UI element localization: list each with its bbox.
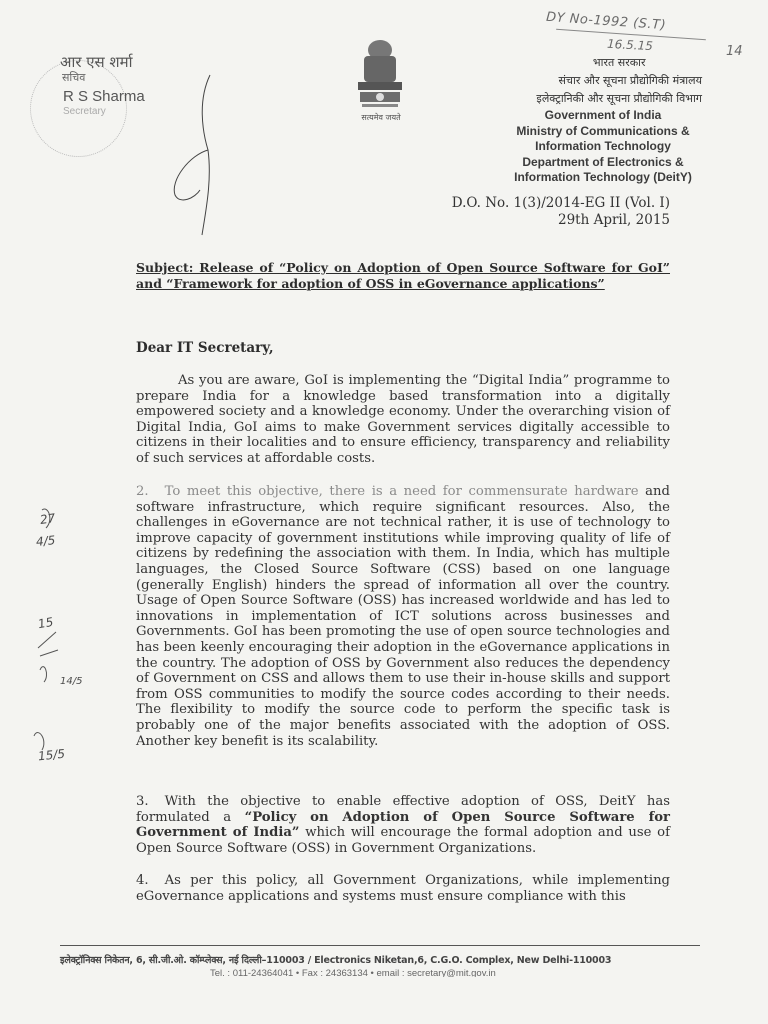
letter-subject: Subject: Release of “Policy on Adoption of Open Source Software for GoI” and “Framework for adoption of OSS in eGovernance applications” bbox=[136, 260, 670, 291]
paragraph-3 bbox=[136, 794, 670, 856]
signatory-name: R S Sharma bbox=[63, 88, 145, 105]
department-header-hindi bbox=[536, 54, 702, 108]
margin-note-3: 15 bbox=[36, 614, 55, 632]
footer-contact: Tel. : 011-24364041 • Fax : 24363134 • email : secretary@mit.gov.in bbox=[210, 968, 496, 977]
paragraph-2 bbox=[136, 484, 670, 749]
paragraph-3-part-b: which will encourage the formal adoption and use of Open Source Software (OSS) in Government Organizations. bbox=[136, 825, 670, 856]
signature-stroke bbox=[150, 70, 240, 240]
reference-block bbox=[452, 195, 670, 229]
paragraph-4-body: As per this policy, all Government Organizations, while implementing eGovernance applications and systems must ensure compliance with this bbox=[136, 873, 670, 904]
footer-rule bbox=[60, 945, 700, 946]
margin-note-4: 14/5 bbox=[60, 676, 83, 687]
margin-note-5: 15/5 bbox=[37, 746, 66, 764]
paragraph-2-body: and software infrastructure, which require significant resources. Also, the challenges in eGovernance are not technical rather, it is use of technology to improve capacity of government institutions while improving quality of life of citizens by redefining the association with them. In India, which has multiple languages, the Closed Source Software (CSS) based on one language (generally English) hinders the spread of information all over the country. Usage of Open Source Software (OSS) has increased worldwide and has led to innovations in implementation of ICT solutions across businesses and Governments. GoI has been promoting the use of open source technologies and has been keenly encouraging their adoption in the eGovernance applications in the country. The adoption of OSS by Government also reduces the dependency of Government on CSS and allows them to use their in-house skills and support from OSS communities to modify the source codes according to their needs. The flexibility to modify the source code to perform the specific task is probably one of the major benefits associated with the adoption of OSS. Another key benefit is its scalability. bbox=[136, 484, 670, 749]
paragraph-2-lead: To meet this objective, there is a need for commensurate hardware bbox=[164, 484, 639, 499]
department-header-english bbox=[498, 108, 708, 186]
letter-date: 29th April, 2015 bbox=[557, 212, 670, 228]
header-hindi-line-1: भारत सरकार bbox=[592, 56, 646, 69]
header-english-line-3: Information Technology bbox=[535, 139, 671, 153]
paragraph-1: As you are aware, GoI is implementing the “Digital India” programme to prepare India for a knowledge based transformation into a digitally empowered society and a knowledge economy. Under the overarching vision of Digital India, GoI aims to make Government services digitally accessible to citizens in their localities and to ensure efficiency, transparency and reliability of such services at affordable costs. bbox=[136, 373, 670, 466]
diary-number-handwritten: DY No-1992 (S.T) bbox=[545, 9, 667, 34]
paragraph-3-number: 3. bbox=[136, 794, 149, 809]
header-hindi-line-2: संचार और सूचना प्रौद्योगिकी मंत्रालय bbox=[558, 74, 702, 87]
signatory-role-hindi: सचिव bbox=[62, 71, 86, 84]
paragraph-3-part-a: With the objective to enable effective adoption of OSS, DeitY has formulated a bbox=[136, 794, 670, 825]
policy-title: “Policy on Adoption of Open Source Software for Government of India” bbox=[136, 809, 670, 841]
header-english-line-1: Government of India bbox=[544, 108, 662, 122]
do-number: D.O. No. 1(3)/2014-EG II (Vol. I) bbox=[451, 195, 670, 211]
header-english-line-5: Information Technology (DeitY) bbox=[514, 170, 692, 184]
footer-address: इलेक्ट्रॉनिक्स निकेतन, 6, सी.जी.ओ. कॉम्प्लेक्स, नई दिल्ली–110003 / Electronics Niketan,6, C.G.O. Complex, New Delhi-110003 bbox=[60, 955, 612, 966]
signatory-name-hindi: आर एस शर्मा bbox=[60, 53, 133, 71]
header-english-line-2: Ministry of Communications & bbox=[516, 123, 690, 138]
paragraph-4-number: 4. bbox=[136, 873, 149, 888]
signatory-role: Secretary bbox=[63, 106, 106, 117]
paragraph-2-number: 2. bbox=[136, 484, 149, 499]
page-mark-handwritten: 14 bbox=[726, 44, 743, 59]
emblem-motto: सत्यमेव जयते bbox=[361, 113, 401, 122]
margin-scribbles bbox=[28, 500, 88, 780]
header-hindi-line-3: इलेक्ट्रानिकी और सूचना प्रौद्योगिकी विभाग bbox=[536, 92, 702, 105]
national-emblem-icon bbox=[350, 36, 410, 118]
margin-note-1: 27 bbox=[39, 511, 57, 527]
diary-date-handwritten: 16.5.15 bbox=[606, 36, 654, 54]
header-english-line-4: Department of Electronics & bbox=[522, 154, 684, 169]
paragraph-4 bbox=[136, 873, 670, 904]
margin-note-2: 4/5 bbox=[35, 533, 56, 549]
salutation: Dear IT Secretary, bbox=[136, 340, 274, 356]
